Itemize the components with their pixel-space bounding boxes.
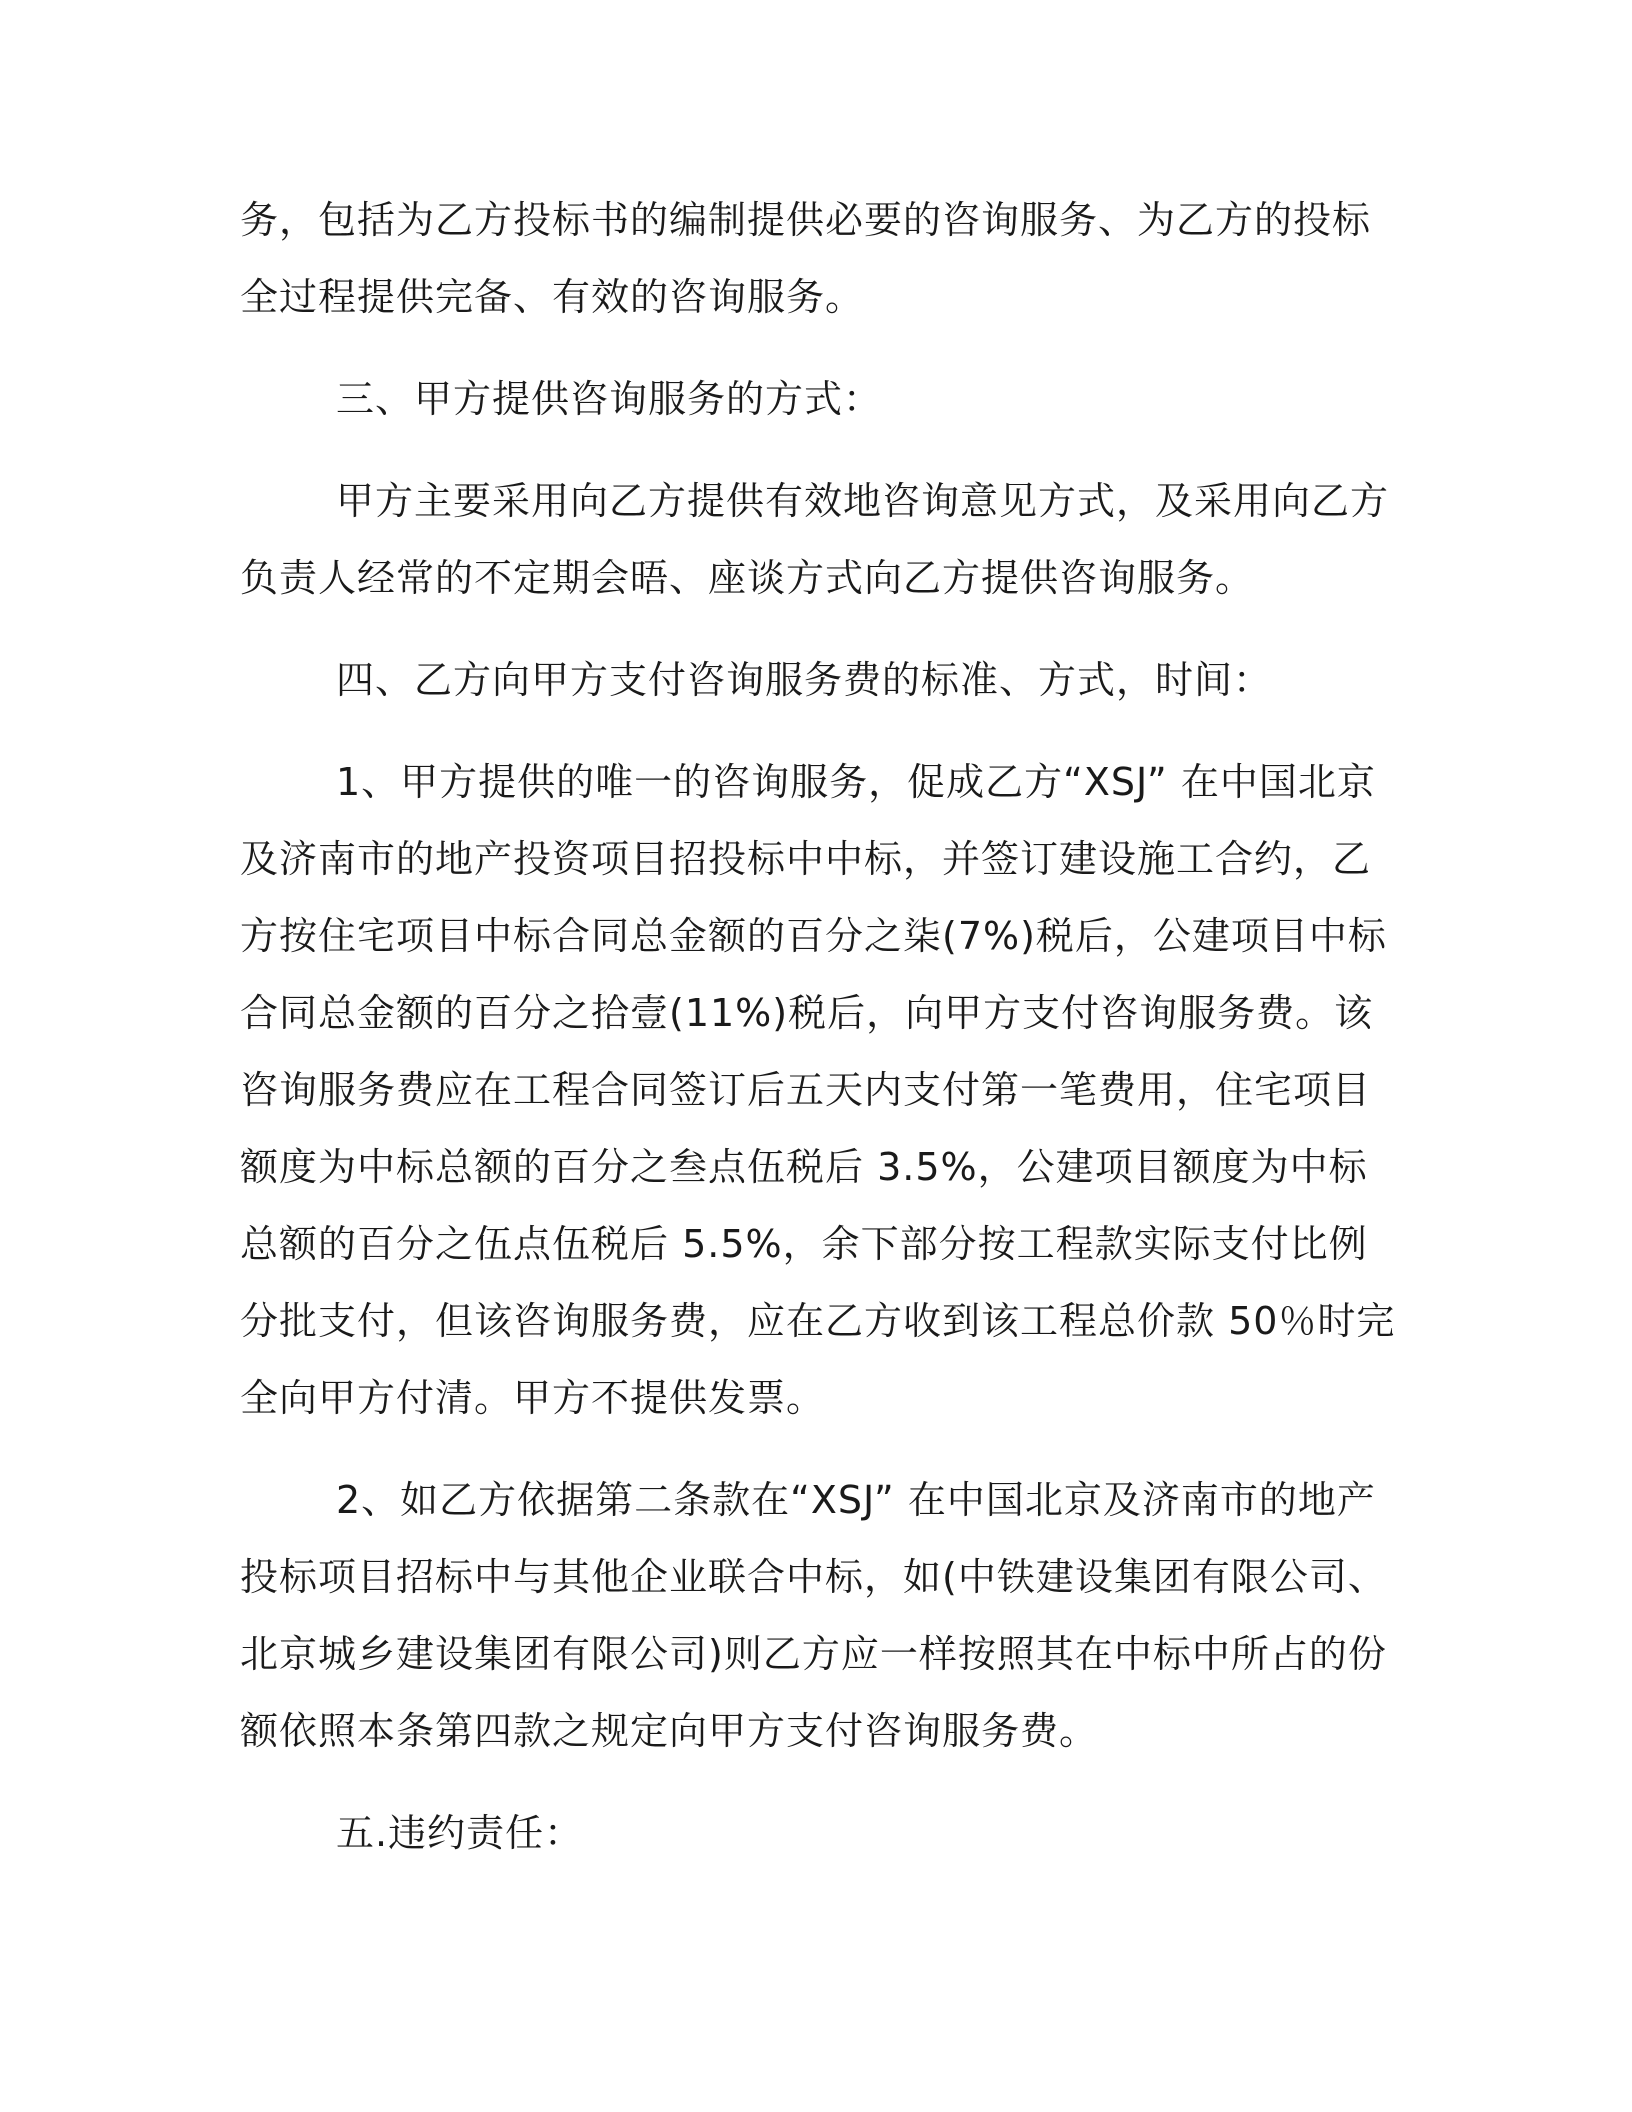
section-4-item-2-paragraph: 2、如乙方依据第二条款在“XSJ” 在中国北京及济南市的地产投标项目招标中与其他企业联合中标，如(中铁建设集团有限公司、北京城乡建设集团有限公司)则乙方应一样按照其在中标中所占的份额依照本条第四款之规定向甲方支付咨询服务费。 xyxy=(240,1478,1387,1753)
document-body xyxy=(240,182,1400,1897)
section-4-item-1-paragraph: 1、甲方提供的唯一的咨询服务，促成乙方“XSJ” 在中国北京及济南市的地产投资项目招投标中中标，并签订建设施工合约，乙方按住宅项目中标合同总金额的百分之柒(7%)税后，公建项目中标合同总金额的百分之拾壹(11%)税后，向甲方支付咨询服务费。该咨询服务费应在工程合同签订后五天内支付第一笔费用，住宅项目额度为中标总额的百分之叁点伍税后 3.5%，公建项目额度为中标总额的百分之伍点伍税后 5.5%，余下部分按工程款实际支付比例分批支付，但该咨询服务费，应在乙方收到该工程总价款 50％时完全向甲方付清。甲方不提供发票。 xyxy=(240,760,1396,1420)
continuation-paragraph: 务，包括为乙方投标书的编制提供必要的咨询服务、为乙方的投标全过程提供完备、有效的咨询服务。 xyxy=(240,198,1372,319)
section-5-heading: 五.违约责任： xyxy=(336,1811,584,1855)
section-3-heading: 三、甲方提供咨询服务的方式： xyxy=(336,377,883,421)
section-4-heading: 四、乙方向甲方支付咨询服务费的标准、方式，时间： xyxy=(336,658,1273,702)
section-3-paragraph: 甲方主要采用向乙方提供有效地咨询意见方式，及采用向乙方负责人经常的不定期会晤、座谈方式向乙方提供咨询服务。 xyxy=(240,479,1390,600)
